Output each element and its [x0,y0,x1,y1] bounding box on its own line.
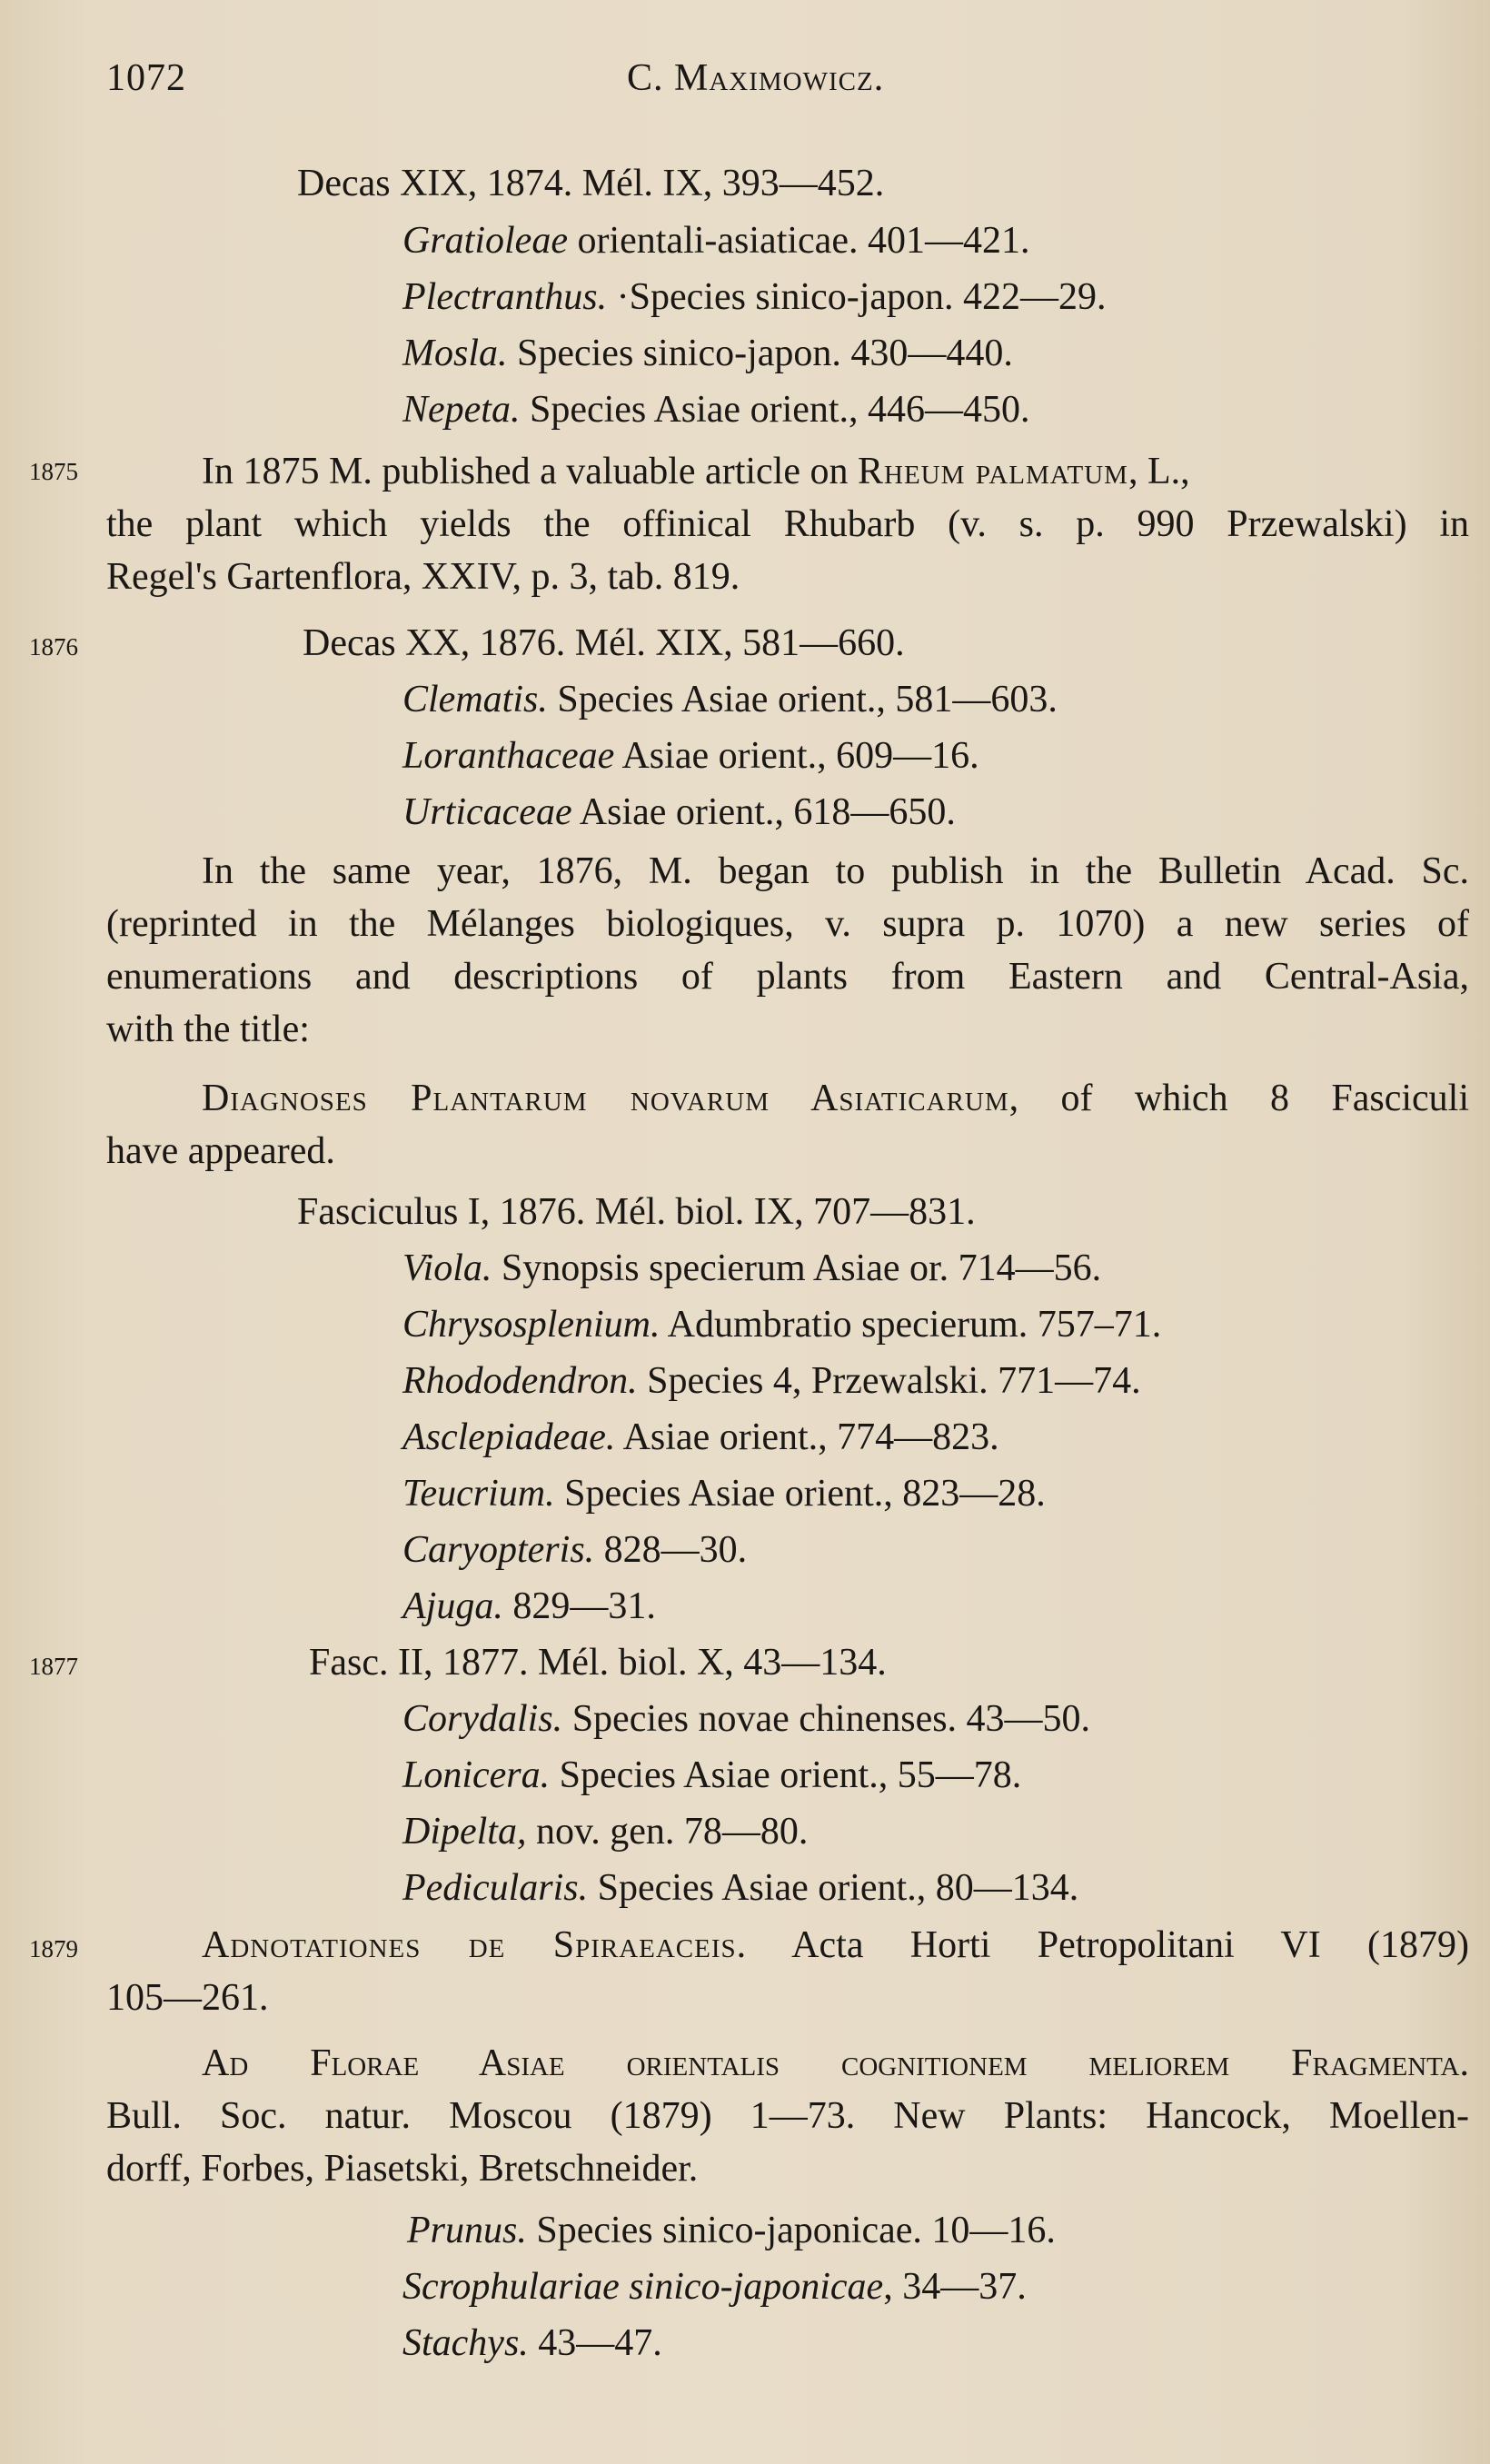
taxon-name: Asclepiadeae. [402,1416,616,1458]
paragraph-line: (reprinted in the Mélanges biologiques, v. supra p. 1070) a new series of [106,903,1469,945]
paragraph-line [106,1919,1469,1972]
work-title-caps: Diagnoses Plantarum novarum Asiaticarum [202,1078,1009,1119]
taxon-name: Loranthaceae [402,735,615,777]
entry-text: Species Asiae orient., 823—28. [554,1473,1046,1515]
paragraph-adnotationes [106,1919,1469,2024]
entry-text: Species sinico-japon. 430—440. [507,333,1013,374]
entry-text: 828—30. [594,1529,748,1571]
decas-xx-entry [402,790,956,835]
taxon-name: Gratioleae [402,220,568,262]
entry-text: Asiae orient., 774—823. [615,1416,999,1458]
decas-xix-entry [402,387,1030,432]
fasciculus-ii-entry [402,1753,1021,1798]
paragraph-1876 [106,845,1469,1056]
paragraph-line: the plant which yields the offinical Rhubarb (v. s. p. 990 Przewalski) in [106,503,1469,545]
paragraph-ad-florae [106,2037,1469,2195]
entry-text: Species sinico-japonicae. 10—16. [526,2210,1056,2251]
fasciculus-ii-entry [402,1696,1090,1742]
decas-xix-entry [402,218,1029,263]
taxon-name: Caryopteris. [402,1529,595,1571]
entry-text: Synopsis specierum Asiae or. 714—56. [492,1247,1102,1289]
taxon-name: Lonicera. [402,1754,551,1796]
taxon-name: Prunus. [407,2210,527,2251]
fasciculus-i-entry [402,1471,1046,1516]
paragraph-text: In 1875 M. published a valuable article on [202,451,858,492]
decas-xix-entry [402,331,1013,376]
fasciculus-i-entry [402,1415,999,1460]
taxon-name: Pedicularis. [402,1867,589,1909]
decas-xix-entry [402,274,1107,320]
paragraph-line [106,1072,1469,1125]
margin-year-1879: 1879 [29,1935,78,1962]
ad-florae-entry [402,2264,1027,2310]
taxon-name: Clematis. [402,679,548,720]
paragraph-diagnoses [106,1072,1469,1177]
running-head: C. Maximowicz. [627,57,885,99]
page-header [0,56,1490,111]
fasciculus-i-title: Fasciculus I, 1876. Mél. biol. IX, 707—831. [297,1191,976,1233]
page-number: 1072 [106,57,186,99]
paragraph-line [106,2037,1469,2090]
work-title-caps: Adnotationes de Spiraeaceis. [202,1924,748,1966]
taxon-name: Ajuga. [402,1585,503,1627]
entry-text: Species Asiae orient., 446—450. [520,389,1030,431]
taxon-name: Nepeta. [402,389,521,431]
entry-text: Species Asiae orient., 55—78. [550,1754,1022,1796]
fasciculus-ii-title: Fasc. II, 1877. Mél. biol. X, 43—134. [309,1642,887,1684]
entry-text: Species Asiae orient., 581—603. [547,679,1058,720]
entry-text: Asiae orient., 609—16. [614,735,979,777]
decas-xx-entry [402,733,979,779]
taxon-caps: Rheum palmatum [857,451,1128,492]
paragraph-line: Bull. Soc. natur. Moscou (1879) 1—73. New Plants: Hancock, Moellen- [106,2095,1469,2137]
entry-text: Adumbratio specierum. 757–71. [660,1304,1162,1346]
taxon-name: Mosla. [402,333,508,374]
paragraph-text: , of which 8 Fasciculi [1008,1078,1469,1119]
fasciculus-ii-entry [402,1865,1078,1911]
paragraph-text: Acta Horti Petropolitani VI (1879) [747,1924,1469,1966]
paragraph-line: have appeared. [106,1130,335,1172]
ad-florae-entry [402,2320,662,2366]
taxon-name: Viola. [402,1247,492,1289]
margin-year-1875: 1875 [29,458,78,485]
fasciculus-i-entry [402,1302,1161,1347]
taxon-name: Corydalis. [402,1698,563,1740]
entry-text: , 34—37. [883,2266,1027,2308]
entry-text: nov. gen. 78—80. [526,1811,809,1853]
paragraph-line: dorff, Forbes, Piasetski, Bretschneider. [106,2148,699,2190]
paragraph-line: with the title: [106,1008,310,1050]
margin-year-1876: 1876 [29,633,78,661]
entry-text: ·Species sinico-japon. 422—29. [607,276,1107,318]
entry-text: Asiae orient., 618—650. [571,791,956,833]
decas-xx-title: Decas XX, 1876. Mél. XIX, 581—660. [303,622,905,664]
ad-florae-entry [407,2208,1056,2253]
fasciculus-i-entry [402,1246,1101,1291]
fasciculus-i-entry [402,1584,656,1629]
entry-text: Species 4, Przewalski. 771—74. [637,1360,1141,1402]
paragraph-line: 105—261. [106,1977,269,2019]
taxon-name: Urticaceae [402,791,572,833]
paragraph-line [106,445,1469,498]
entry-text: orientali-asiaticae. 401—421. [567,220,1030,262]
taxon-name: Dipelta, [402,1811,527,1853]
decas-xx-entry [402,677,1058,722]
taxon-name: Stachys. [402,2322,529,2364]
entry-text: 43—47. [528,2322,662,2364]
margin-year-1877: 1877 [29,1653,78,1680]
fasciculus-ii-entry [402,1809,808,1854]
paragraph-1875 [106,445,1469,603]
taxon-name: Scrophulariae sinico-japonicae [402,2266,884,2308]
entry-text: 829—31. [502,1585,656,1627]
paragraph-line: Regel's Gartenflora, XXIV, p. 3, tab. 819. [106,556,740,598]
paragraph-line: In the same year, 1876, M. began to publish in the Bulletin Acad. Sc. [202,850,1469,892]
paragraph-text: , L., [1127,451,1190,492]
work-title-caps: Ad Florae Asiae orientalis cognitionem meliorem Fragmenta. [202,2042,1469,2084]
paragraph-line: enumerations and descriptions of plants from Eastern and Central-Asia, [106,956,1469,998]
taxon-name: Plectranthus. [402,276,608,318]
taxon-name: Teucrium. [402,1473,555,1515]
taxon-name: Rhododendron. [402,1360,638,1402]
entry-text: Species Asiae orient., 80—134. [588,1867,1079,1909]
fasciculus-i-entry [402,1358,1141,1404]
entry-text: Species novae chinenses. 43—50. [562,1698,1091,1740]
fasciculus-i-entry [402,1527,747,1573]
taxon-name: Chrysosplenium. [402,1304,661,1346]
decas-xix-title: Decas XIX, 1874. Mél. IX, 393—452. [297,163,885,204]
